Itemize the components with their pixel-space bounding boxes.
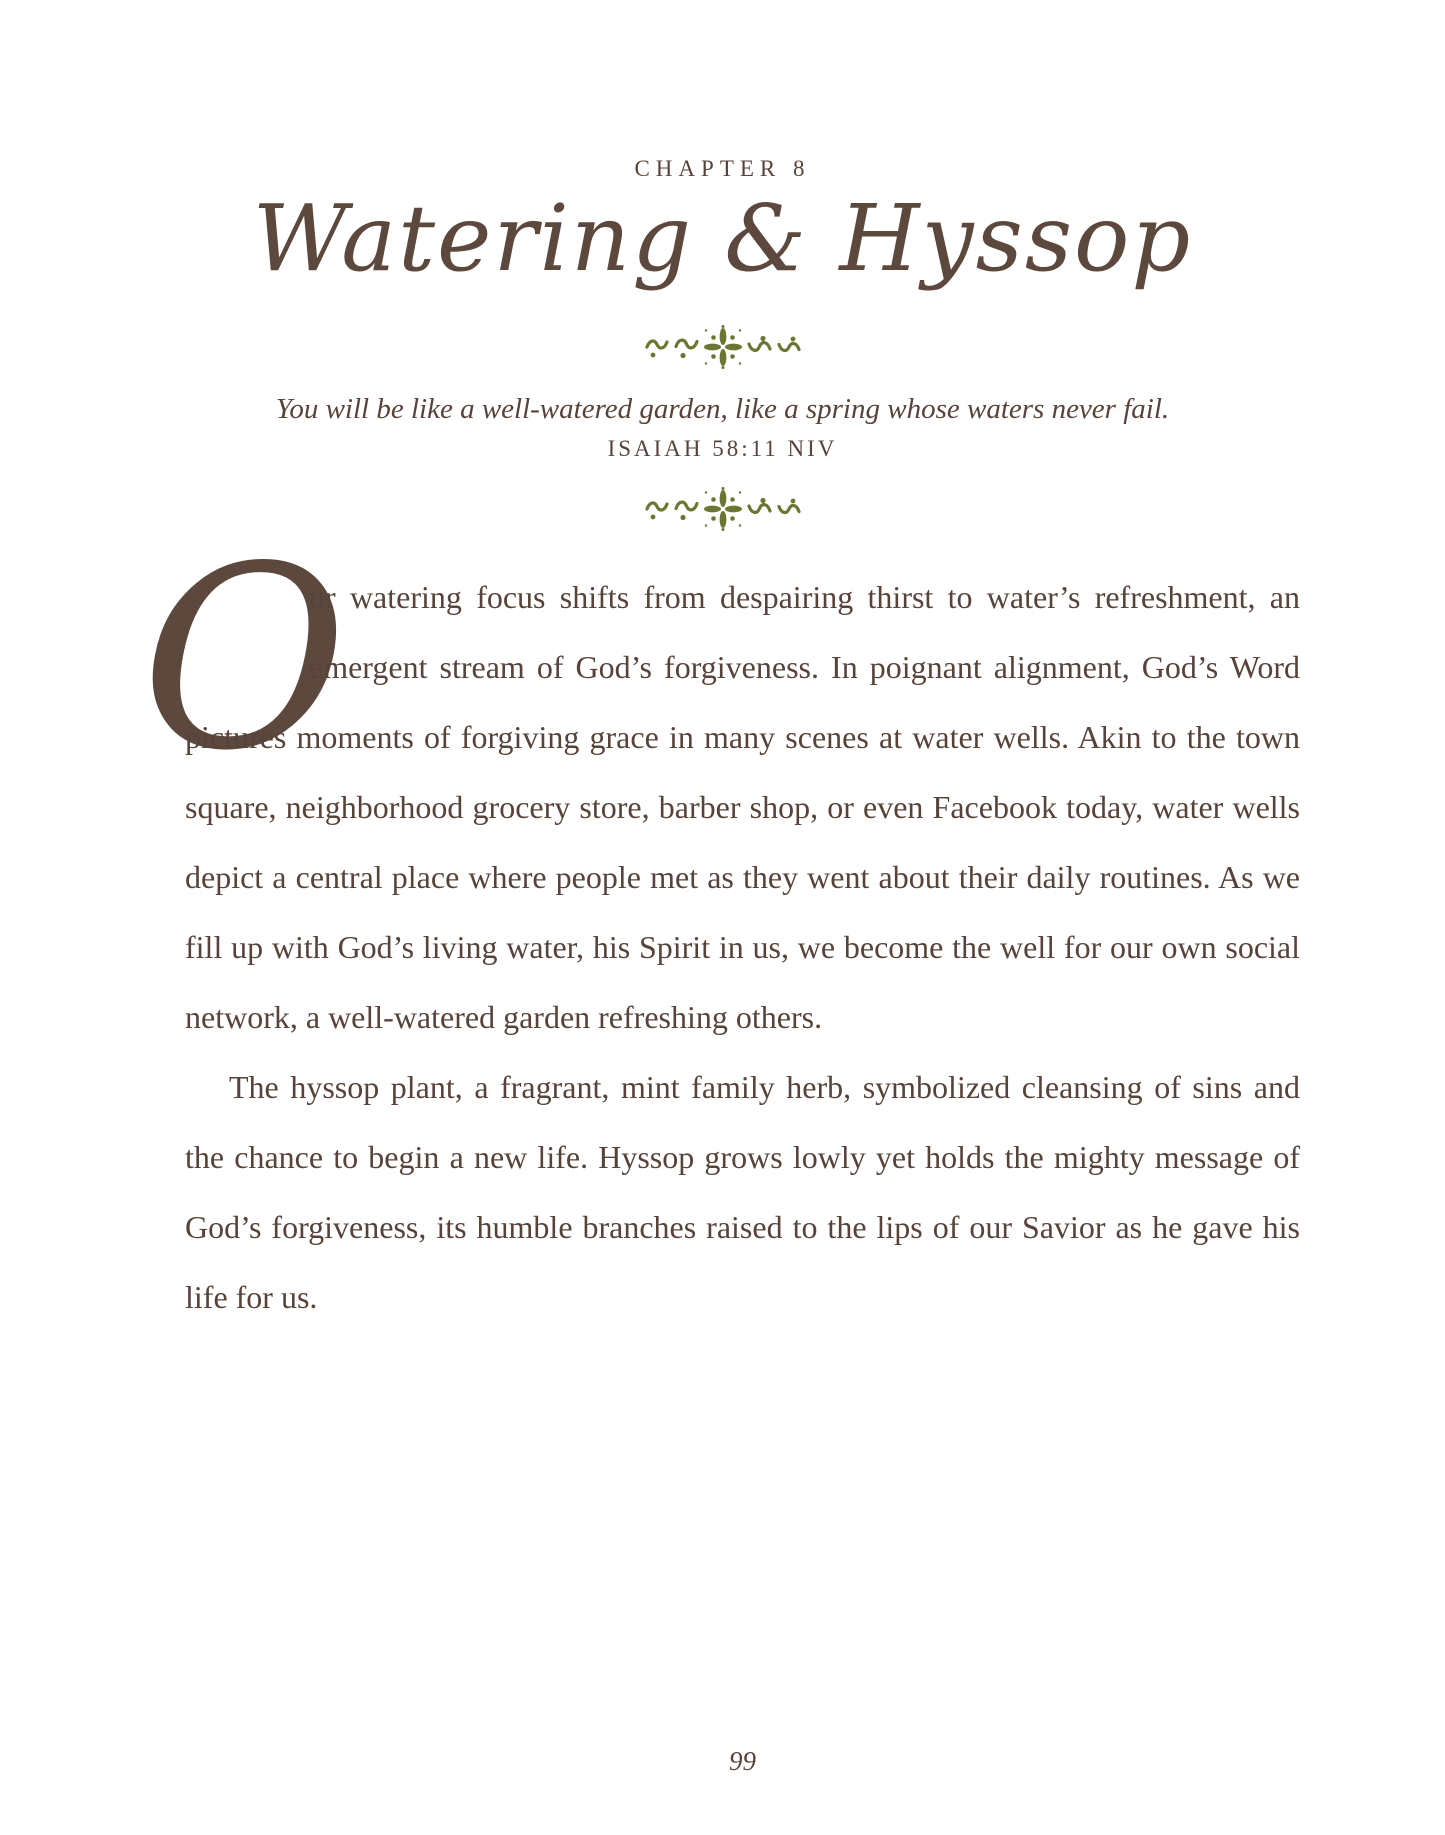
floral-divider-icon <box>643 486 803 532</box>
chapter-header <box>0 0 1445 532</box>
paragraph-1-text: ur watering focus shifts from despairing thirst to water’s refreshment, an emergent stream of God’s forgiveness. In poignant alignment, God’s Word pictures moments of forgiving grace in many scenes at water wells. Akin to the town square, neighborhood grocery store, barber shop, or even Facebook today, water wells depict a central place where people met as they went about their daily routines. As we fill up with God’s living water, his Spirit in us, we become the well for our own social network, a well-watered garden refreshing others. <box>185 579 1300 1036</box>
paragraph-1 <box>141 513 1300 1052</box>
body-text <box>141 513 1300 1332</box>
floral-divider-ornament-top <box>0 324 1445 370</box>
scripture-reference: ISAIAH 58:11 NIV <box>607 436 838 462</box>
floral-divider-icon <box>643 324 803 370</box>
epigraph-quote: You will be like a well-watered garden, like a spring whose waters never fail. <box>275 393 1170 426</box>
chapter-label: CHAPTER 8 <box>634 156 811 181</box>
page-number: 99 <box>729 1746 756 1776</box>
drop-cap-letter: O <box>141 513 348 807</box>
chapter-title: Watering & Hyssop <box>252 185 1193 292</box>
paragraph-2: The hyssop plant, a fragrant, mint family herb, symbolized cleansing of sins and the chance to begin a new life. Hyssop grows lowly yet holds the mighty message of God’s forgiveness, its humble branches raised to the lips of our Savior as he gave his life for us. <box>185 1069 1300 1316</box>
